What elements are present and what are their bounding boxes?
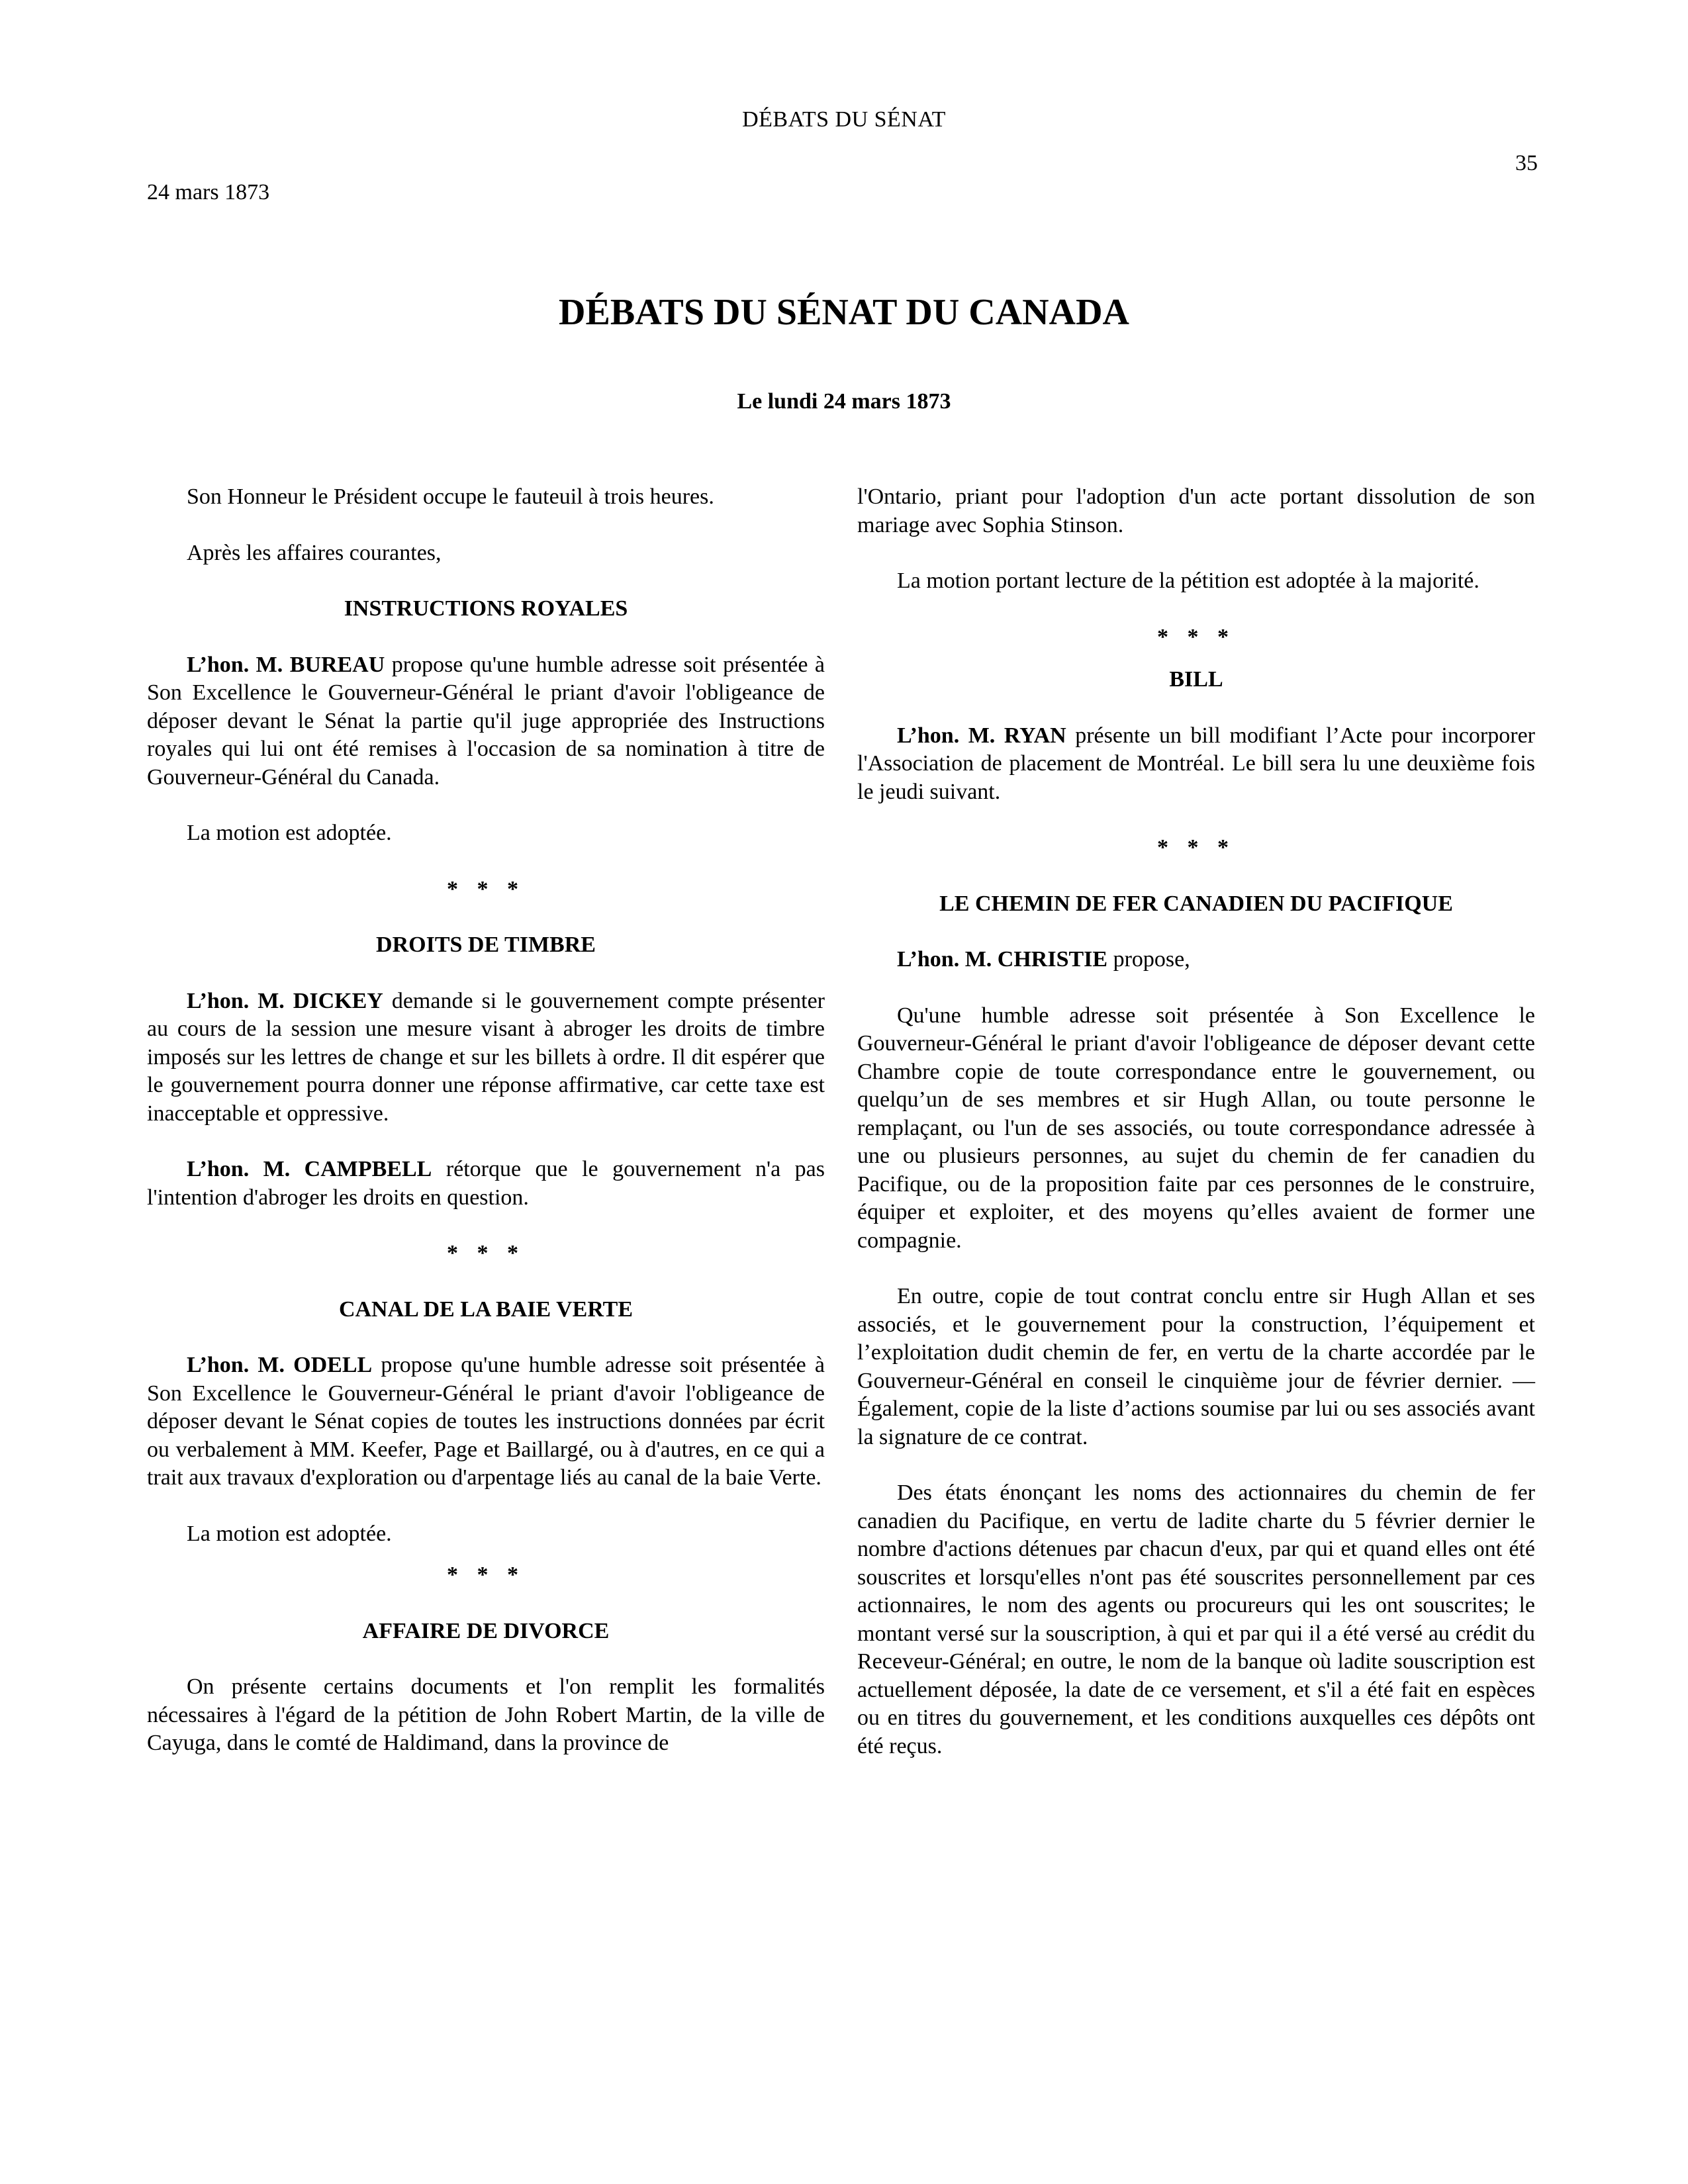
ryan-paragraph: [857, 722, 1535, 807]
running-head: DÉBATS DU SÉNAT: [742, 107, 946, 132]
heading-chemin-de-fer-pacifique: LE CHEMIN DE FER CANADIEN DU PACIFIQUE: [939, 891, 1453, 916]
routine-paragraph: Après les affaires courantes,: [187, 540, 442, 565]
speaker-name: L’hon. M. ODELL: [187, 1353, 373, 1377]
section-separator: * * *: [447, 1241, 525, 1265]
heading-affaire-de-divorce: AFFAIRE DE DIVORCE: [362, 1618, 610, 1643]
heading-bill: BILL: [1169, 667, 1223, 692]
left-column: [147, 483, 825, 1786]
speech-text: demande si le gouvernement compte présenter au cours de la session une mesure visant à abroger les droits de timbre imposés sur les lettres de change et sur les billets à ordre. Il dit espérer que le gouvernement pourra donner une réponse affirmative, car cette taxe est inacceptable et oppressive.: [147, 988, 825, 1126]
section-separator: * * *: [447, 1563, 525, 1587]
odell-paragraph: [147, 1351, 825, 1492]
divorce-paragraph: On présente certains documents et l'on remplit les formalités nécessaires à l'égard de la pétition de John Robert Martin, de la ville de Cayuga, dans le comté de Haldimand, dans la province de: [147, 1674, 825, 1755]
speaker-name: L’hon. M. CAMPBELL: [187, 1157, 432, 1181]
speaker-name: L’hon. M. RYAN: [897, 723, 1066, 748]
christie-paragraph: [857, 946, 1535, 974]
heading-canal-baie-verte: CANAL DE LA BAIE VERTE: [338, 1297, 633, 1322]
opening-paragraph: Son Honneur le Président occupe le fauteuil à trois heures.: [187, 484, 714, 509]
section-separator: * * *: [447, 876, 525, 901]
divorce-continuation: l'Ontario, priant pour l'adoption d'un acte portant dissolution de son mariage avec Sophia Stinson.: [857, 484, 1535, 537]
speech-text: rétorque que le gouvernement n'a pas l'intention d'abroger les droits en question.: [147, 1157, 825, 1210]
motion-paragraph-2: En outre, copie de tout contrat conclu entre sir Hugh Allan et ses associés, et le gouvernement pour la construction, l’équipement et l’exploitation dudit chemin de fer, en vertu de la charte accordée par le Gouverneur-Général en conseil le cinquième jour de février dernier. — Également, copie de la liste d’actions soumise par lui ou ses associés avant la signature de ce contrat.: [857, 1284, 1535, 1449]
section-separator: * * *: [1157, 835, 1235, 860]
bureau-paragraph: [147, 651, 825, 792]
speaker-name: L’hon. M. DICKEY: [187, 988, 383, 1013]
heading-droits-de-timbre: DROITS DE TIMBRE: [376, 933, 596, 957]
speech-text: propose qu'une humble adresse soit présentée à Son Excellence le Gouverneur-Général le priant d'avoir l'obligeance de déposer devant le Sénat copies de toutes les instructions données par écrit ou verbalement à MM. Keefer, Page et Baillargé, ou à d'autres, en ce qui a trait aux travaux d'exploration ou d'arpentage liés au canal de la baie Verte.: [147, 1353, 825, 1490]
page-title: DÉBATS DU SÉNAT DU CANADA: [559, 292, 1129, 333]
dickey-paragraph: [147, 987, 825, 1128]
motion-paragraph-1: Qu'une humble adresse soit présentée à Son Excellence le Gouverneur-Général le priant d'avoir l'obligeance de déposer devant cette Chambre copie de toute correspondance entre le gouvernement, ou quelqu’un de ses membres et sir Hugh Allan, ou toute personne le remplaçant, ou l'un de ses associés, ou toute correspondance adressée à une ou plusieurs personnes, au sujet du chemin de fer canadien du Pacifique, ou de la proposition faite par ces personnes de le construire, équiper et exploiter, et des moyens qu’elles avaient de former une compagnie.: [857, 1003, 1535, 1253]
motion-adopted-text: La motion est adoptée.: [187, 1521, 392, 1546]
speech-text: présente un bill modifiant l’Acte pour incorporer l'Association de placement de Montréal. Le bill sera lu une deuxième fois le jeudi suivant.: [857, 723, 1535, 804]
motion-paragraph-3: Des états énonçant les noms des actionnaires du chemin de fer canadien du Pacifique, en vertu de ladite charte du 5 février dernier le nombre d'actions détenues par chacun d'eux, par qui et quand elles ont été souscrites et lorsqu'elles n'ont pas été souscrites personnellement par ces actionnaires, le nom des agents ou procureurs qui les ont souscrites; le montant versé sur la souscription, à qui et par qui il a été versé au crédit du Receveur-Général; en outre, le nom de la banque où ladite souscription est actuellement déposée, la date de ce versement, et s'il a été fait en espèces ou en titres du gouvernement, et les conditions auxquelles ces dépôts ont été reçus.: [857, 1480, 1535, 1758]
section-separator: * * *: [1157, 624, 1235, 649]
page-number: 35: [1515, 151, 1538, 175]
header-date: 24 mars 1873: [147, 180, 270, 205]
heading-instructions-royales: INSTRUCTIONS ROYALES: [344, 596, 628, 621]
right-column: [857, 483, 1535, 1788]
sitting-date: Le lundi 24 mars 1873: [737, 389, 951, 414]
speech-text: propose,: [1107, 947, 1190, 972]
speaker-name: L’hon. M. CHRISTIE: [897, 947, 1108, 972]
campbell-paragraph: [147, 1156, 825, 1212]
speech-text: propose qu'une humble adresse soit présentée à Son Excellence le Gouverneur-Général le priant d'avoir l'obligeance de déposer devant le Sénat la partie qu'il juge appropriée des Instructions royales qui lui ont été remises à l'occasion de sa nomination à titre de Gouverneur-Général du Canada.: [147, 652, 825, 790]
speaker-name: L’hon. M. BUREAU: [187, 652, 385, 677]
petition-reading-paragraph: La motion portant lecture de la pétition est adoptée à la majorité.: [897, 569, 1479, 593]
motion-adopted-text: La motion est adoptée.: [187, 821, 392, 845]
